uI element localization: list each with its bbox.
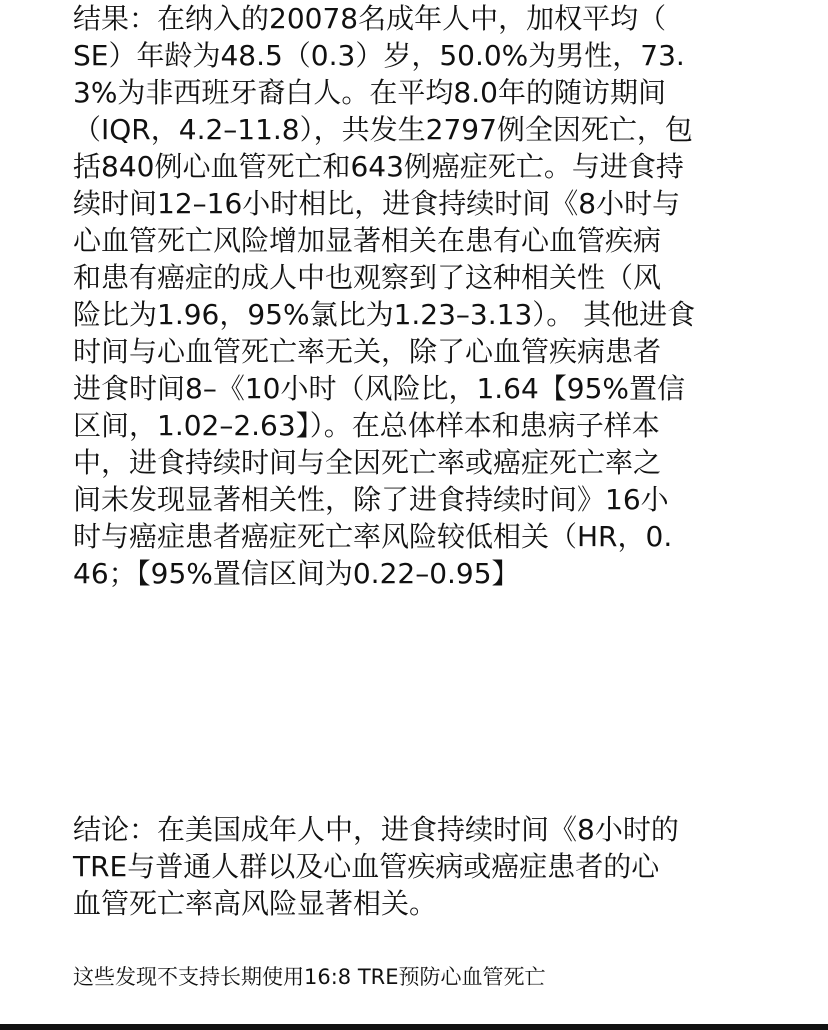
results-line: 括840例心血管死亡和643例癌症死亡。与进食持	[73, 150, 684, 183]
results-line: 3%为非西班牙裔白人。在平均8.0年的随访期间	[73, 76, 666, 109]
results-line: 结果：在纳入的20078名成年人中，加权平均（	[73, 2, 667, 35]
conclusion-paragraph	[73, 811, 773, 922]
conclusion-line: 血管死亡率高风险显著相关。	[73, 887, 438, 920]
results-line: 续时间12–16小时相比，进食持续时间《8小时与	[73, 187, 681, 220]
results-line: 中，进食持续时间与全因死亡率或癌症死亡率之	[73, 446, 662, 479]
results-line: 时间与心血管死亡率无关，除了心血管疾病患者	[73, 335, 662, 368]
results-line: （IQR，4.2–11.8），共发生2797例全因死亡，包	[73, 113, 693, 146]
bottom-border	[0, 1024, 828, 1030]
results-line: 险比为1.96，95%氯比为1.23–3.13）。 其他进食	[73, 298, 696, 331]
results-line: 时与癌症患者癌症死亡率风险较低相关（HR，0.	[73, 520, 673, 553]
results-line: 间未发现显著相关性，除了进食持续时间》16小	[73, 483, 669, 516]
results-paragraph	[73, 0, 773, 592]
results-line: SE）年龄为48.5（0.3）岁，50.0%为男性，73.	[73, 39, 685, 72]
results-line: 46；【95%置信区间为0.22–0.95】	[73, 557, 520, 590]
footnote-text: 这些发现不支持长期使用16:8 TRE预防心血管死亡	[73, 965, 546, 989]
conclusion-line: TRE与普通人群以及心血管疾病或癌症患者的心	[73, 850, 660, 883]
results-line: 区间，1.02–2.63】）。在总体样本和患病子样本	[73, 409, 660, 442]
results-line: 进食时间8–《10小时（风险比，1.64【95%置信	[73, 372, 686, 405]
results-line: 和患有癌症的成人中也观察到了这种相关性（风	[73, 261, 662, 294]
results-line: 心血管死亡风险增加显著相关在患有心血管疾病	[73, 224, 662, 257]
conclusion-line: 结论：在美国成年人中，进食持续时间《8小时的	[73, 813, 679, 846]
